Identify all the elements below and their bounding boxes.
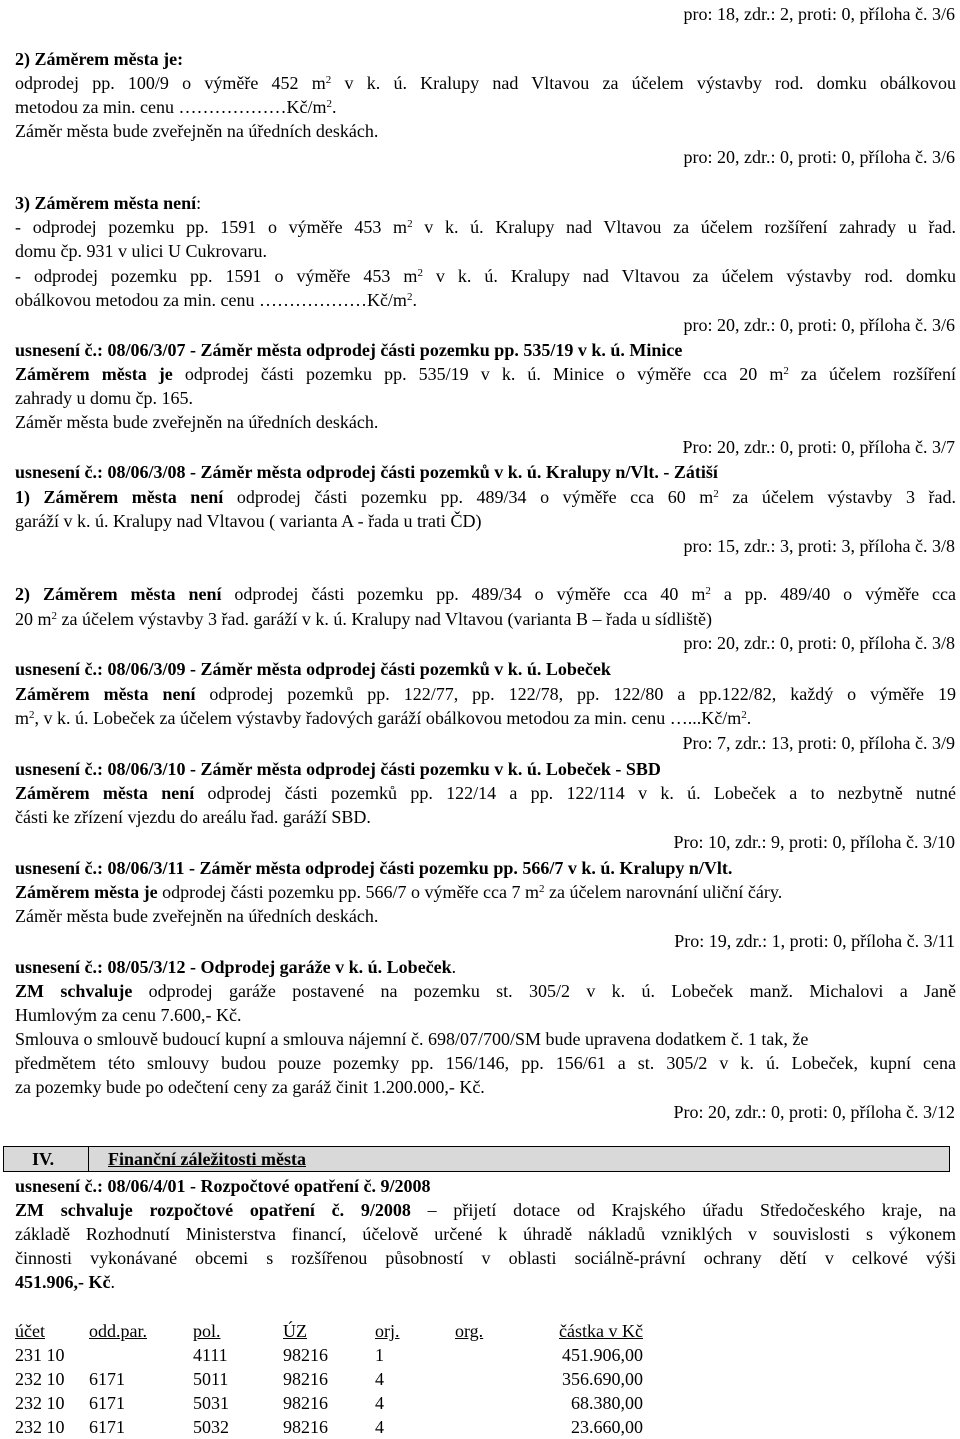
resolution-heading: usnesení č.: 08/06/3/10 - Záměr města odprodej části pozemku v k. ú. Lobeček - SBD bbox=[15, 759, 661, 779]
vote-result: Pro: 19, zdr.: 1, proti: 0, příloha č. 3/11 bbox=[674, 931, 955, 951]
resolution-heading: usnesení č.: 08/06/3/08 - Záměr města odprodej části pozemků v k. ú. Kralupy n/Vlt. - Zátiší bbox=[15, 462, 718, 482]
paragraph-line: metodou za min. cenu $\dots\dots\dots\dots\dots\dots Kč/m^2$. bbox=[15, 97, 337, 117]
table-cell: 4 bbox=[375, 1393, 384, 1413]
paragraph-line: činnosti vykonávané obcemi s rozšířenou působností v oblasti sociálně-právní ochrany dětí v celkové výši bbox=[15, 1248, 956, 1268]
paragraph-line: ZM schvaluje rozpočtové opatření č. 9/2008 – přijetí dotace od Krajského úřadu Středočeského kraje, na bbox=[15, 1200, 956, 1220]
resolution-heading: usnesení č.: 08/06/3/07 - Záměr města odprodej části pozemku pp. 535/19 v k. ú. Minice bbox=[15, 340, 683, 360]
paragraph-line: obálkovou metodou za min. cenu $\dots\dots\dots\dots\dots\dots Kč/m^2$. bbox=[15, 290, 417, 310]
vote-result: Pro: 20, zdr.: 0, proti: 0, příloha č. 3/12 bbox=[673, 1102, 955, 1122]
vote-result: Pro: 7, zdr.: 13, proti: 0, příloha č. 3/9 bbox=[682, 733, 955, 753]
table-cell: 23.660,00 bbox=[571, 1417, 643, 1437]
table-header: org. bbox=[455, 1321, 484, 1341]
table-header: ÚZ bbox=[283, 1321, 307, 1341]
table-header: odd.par. bbox=[89, 1321, 147, 1341]
paragraph-line: ZM schvaluje odprodej garáže postavené na pozemku st. 305/2 v k. ú. Lobeček manž. Michalovi a Janě bbox=[15, 981, 956, 1001]
paragraph-line: zahrady u domu čp. 165. bbox=[15, 388, 193, 408]
paragraph-line: $m^2$, v k. ú. Lobeček za účelem výstavby řadových garáží obálkovou metodou za min. cenu $\dots...Kč/m^2$. bbox=[15, 708, 752, 728]
vote-result: pro: 15, zdr.: 3, proti: 3, příloha č. 3/8 bbox=[683, 536, 955, 556]
table-cell: 5032 bbox=[193, 1417, 229, 1437]
vote-result: pro: 20, zdr.: 0, proti: 0, příloha č. 3/6 bbox=[683, 147, 955, 167]
table-header: účet bbox=[15, 1321, 45, 1341]
paragraph-line: předmětem této smlouvy budou pouze pozemky pp. 156/146, pp. 156/61 a st. 305/2 v k. ú. Lobeček, kupní cena bbox=[15, 1053, 956, 1073]
resolution-heading: usnesení č.: 08/05/3/12 - Odprodej garáže v k. ú. Lobeček. bbox=[15, 957, 457, 977]
table-row bbox=[15, 1391, 643, 1415]
table-cell: 98216 bbox=[283, 1369, 328, 1389]
paragraph-line: 20 $m^2$ za účelem výstavby 3 řad. garáží v k. ú. Kralupy nad Vltavou (varianta B – řada u sídliště) bbox=[15, 609, 712, 629]
resolution-heading: usnesení č.: 08/06/3/11 - Záměr města odprodej části pozemku pp. 566/7 v k. ú. Kralupy n/Vlt. bbox=[15, 858, 733, 878]
table-cell: 98216 bbox=[283, 1417, 328, 1437]
paragraph-line: 451.906,- Kč. bbox=[15, 1272, 115, 1292]
paragraph-line: části ke zřízení vjezdu do areálu řad. garáží SBD. bbox=[15, 807, 371, 827]
paragraph-line: garáží v k. ú. Kralupy nad Vltavou ( varianta A - řada u trati ČD) bbox=[15, 511, 482, 531]
table-cell: 68.380,00 bbox=[571, 1393, 643, 1413]
paragraph-line: - odprodej pozemku pp. 1591 o výměře 453 $m^2$ v k. ú. Kralupy nad Vltavou za účelem rozšíření zahrady u řad. bbox=[15, 217, 956, 237]
table-cell: 356.690,00 bbox=[562, 1369, 643, 1389]
section-heading: 3) Záměrem města není: bbox=[15, 193, 202, 213]
vote-result: pro: 18, zdr.: 2, proti: 0, příloha č. 3/6 bbox=[683, 4, 955, 24]
table-cell: 232 10 bbox=[15, 1417, 65, 1437]
table-cell: 451.906,00 bbox=[562, 1345, 643, 1365]
section-number: IV. bbox=[4, 1147, 89, 1171]
vote-result: pro: 20, zdr.: 0, proti: 0, příloha č. 3/8 bbox=[683, 633, 955, 653]
table-cell: 4 bbox=[375, 1417, 384, 1437]
table-row bbox=[15, 1415, 643, 1439]
table-cell: 6171 bbox=[89, 1369, 125, 1389]
table-header: částka v Kč bbox=[559, 1321, 643, 1341]
table-cell: 98216 bbox=[283, 1345, 328, 1365]
table-cell: 98216 bbox=[283, 1393, 328, 1413]
table-cell bbox=[455, 1391, 517, 1415]
vote-result: pro: 20, zdr.: 0, proti: 0, příloha č. 3/6 bbox=[683, 315, 955, 335]
paragraph-line: domu čp. 931 v ulici U Cukrovaru. bbox=[15, 241, 267, 261]
table-cell: 231 10 bbox=[15, 1345, 65, 1365]
table-cell: 6171 bbox=[89, 1393, 125, 1413]
paragraph-line: Záměrem města je odprodej části pozemku pp. 566/7 o výměře cca 7 $m^2$ za účelem narovnání uliční čáry. bbox=[15, 882, 783, 902]
budget-table bbox=[15, 1319, 643, 1439]
section-title: Finanční záležitosti města bbox=[108, 1149, 306, 1169]
table-cell: 4111 bbox=[193, 1345, 228, 1365]
table-row bbox=[15, 1367, 643, 1391]
paragraph-line: Záměrem města není odprodej pozemků pp. 122/77, pp. 122/78, pp. 122/80 a pp.122/82, každý o výměře 19 bbox=[15, 684, 956, 704]
table-cell: 1 bbox=[375, 1345, 384, 1365]
paragraph-line: za pozemky bude po odečtení ceny za garáž činit 1.200.000,- Kč. bbox=[15, 1077, 485, 1097]
table-cell: 232 10 bbox=[15, 1393, 65, 1413]
paragraph-line: odprodej pp. 100/9 o výměře 452 $m^2$ v k. ú. Kralupy nad Vltavou za účelem výstavby rod. domku obálkovou bbox=[15, 73, 956, 93]
table-cell bbox=[455, 1367, 517, 1391]
paragraph-line: Záměr města bude zveřejněn na úředních deskách. bbox=[15, 906, 379, 926]
paragraph-line: Záměr města bude zveřejněn na úředních deskách. bbox=[15, 121, 379, 141]
table-header: pol. bbox=[193, 1321, 221, 1341]
paragraph-line: 1) Záměrem města není odprodej části pozemku pp. 489/34 o výměře cca 60 $m^2$ za účelem výstavby 3 řad. bbox=[15, 487, 956, 507]
section-heading: 2) Záměrem města je: bbox=[15, 49, 184, 69]
paragraph-line: Humlovým za cenu 7.600,- Kč. bbox=[15, 1005, 242, 1025]
paragraph-line: Záměrem města není odprodej části pozemků pp. 122/14 a pp. 122/114 v k. ú. Lobeček a to nezbytně nutné bbox=[15, 783, 957, 803]
resolution-heading: usnesení č.: 08/06/3/09 - Záměr města odprodej části pozemků v k. ú. Lobeček bbox=[15, 659, 611, 679]
vote-result: Pro: 20, zdr.: 0, proti: 0, příloha č. 3/7 bbox=[682, 437, 955, 457]
table-cell: 6171 bbox=[89, 1417, 125, 1437]
table-cell: 5031 bbox=[193, 1393, 229, 1413]
table-cell bbox=[455, 1343, 517, 1367]
vote-result: Pro: 10, zdr.: 9, proti: 0, příloha č. 3/10 bbox=[673, 832, 955, 852]
section-header-bar bbox=[3, 1146, 950, 1172]
paragraph-line: základě Rozhodnutí Ministerstva financí, účelově určené k úhradě nákladů vzniklých v souvislosti s výkonem bbox=[15, 1224, 956, 1244]
paragraph-line: - odprodej pozemku pp. 1591 o výměře 453 $m^2$ v k. ú. Kralupy nad Vltavou za účelem výstavby rod. domku bbox=[15, 266, 957, 286]
table-cell: 4 bbox=[375, 1369, 384, 1389]
paragraph-line: Záměrem města je odprodej části pozemku pp. 535/19 v k. ú. Minice o výměře cca 20 $m^2$ za účelem rozšíření bbox=[15, 364, 956, 384]
table-cell bbox=[89, 1343, 193, 1367]
table-cell: 5011 bbox=[193, 1369, 229, 1389]
resolution-heading: usnesení č.: 08/06/4/01 - Rozpočtové opatření č. 9/2008 bbox=[15, 1176, 431, 1196]
paragraph-line: 2) Záměrem města není odprodej části pozemku pp. 489/34 o výměře cca 40 $m^2$ a pp. 489/40 o výměře cca bbox=[15, 584, 957, 604]
table-cell: 232 10 bbox=[15, 1369, 65, 1389]
table-header: orj. bbox=[375, 1321, 400, 1341]
table-cell bbox=[455, 1415, 517, 1439]
table-row bbox=[15, 1343, 643, 1367]
table-header-row bbox=[15, 1319, 643, 1343]
paragraph-line: Záměr města bude zveřejněn na úředních deskách. bbox=[15, 412, 379, 432]
paragraph-line: Smlouva o smlouvě budoucí kupní a smlouva nájemní č. 698/07/700/SM bude upravena dodatkem č. 1 tak, že bbox=[15, 1029, 809, 1049]
